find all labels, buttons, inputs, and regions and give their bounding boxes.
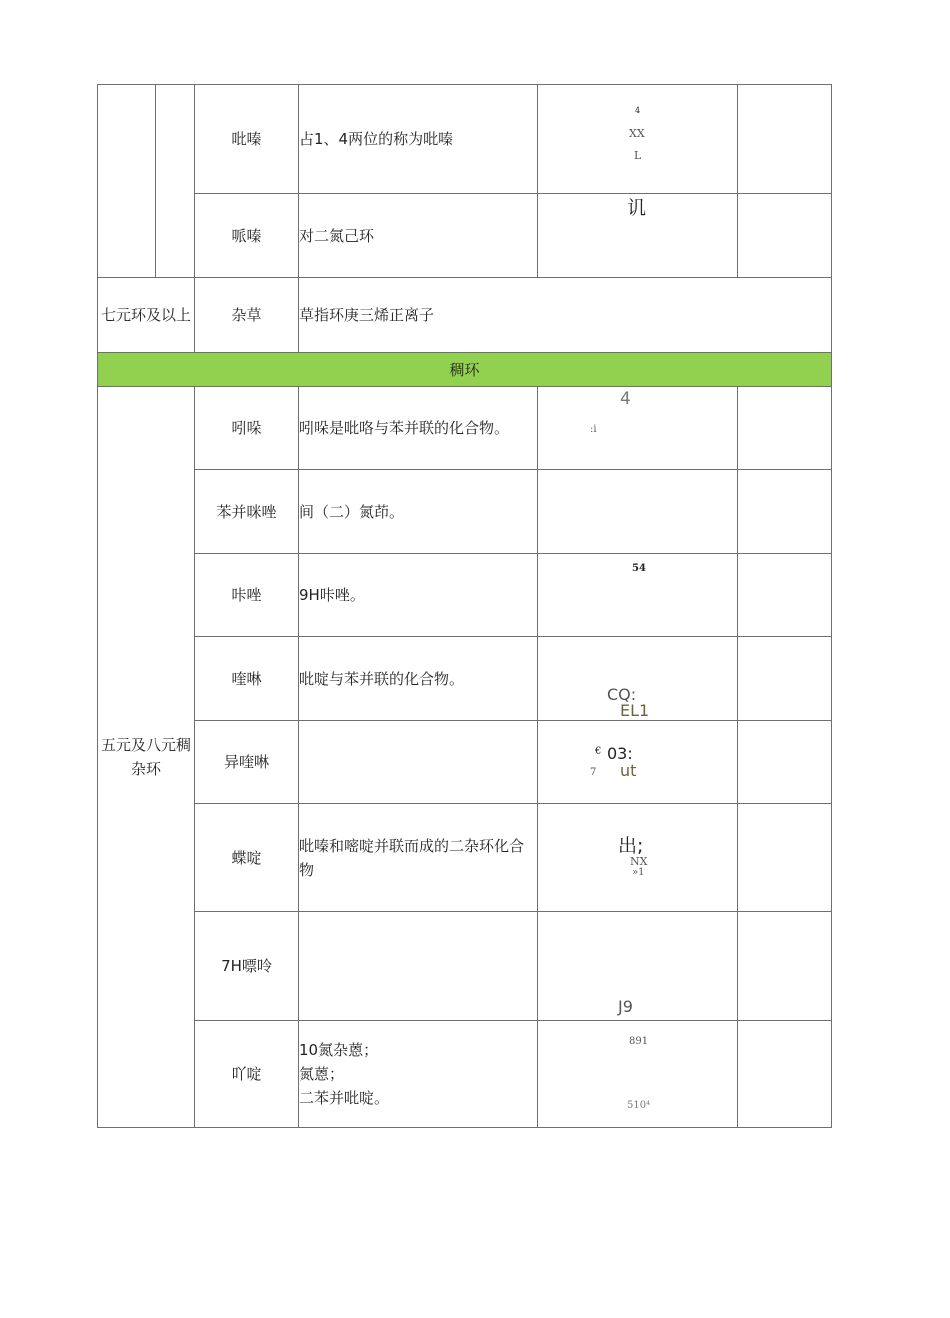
heterocycle-table bbox=[97, 84, 832, 1128]
table-row bbox=[98, 554, 832, 637]
structure-label: 510⁴ bbox=[627, 1100, 651, 1111]
cat-cell-empty bbox=[156, 85, 195, 278]
structure-label: XX bbox=[629, 127, 645, 140]
section-band bbox=[98, 353, 832, 387]
structure-label: 891 bbox=[629, 1036, 649, 1047]
structure-figure bbox=[538, 912, 738, 1021]
description-line: 10氮杂蒽； bbox=[299, 1041, 379, 1059]
compound-name: 杂草 bbox=[195, 278, 299, 353]
blank-cell bbox=[738, 912, 832, 1021]
structure-label: ut bbox=[620, 761, 637, 780]
structure-label: 03: bbox=[607, 744, 633, 763]
compound-name: 吲哚 bbox=[195, 387, 299, 470]
table-row bbox=[98, 85, 832, 194]
structure-figure bbox=[538, 194, 738, 278]
blank-cell bbox=[738, 387, 832, 470]
structure-label: NX bbox=[630, 855, 648, 868]
structure-figure bbox=[538, 804, 738, 912]
structure-figure bbox=[538, 554, 738, 637]
structure-label: J9 bbox=[618, 997, 633, 1016]
structure-label: L bbox=[634, 149, 642, 162]
description-line: 二苯并吡啶。 bbox=[299, 1089, 390, 1107]
compound-name: 吖啶 bbox=[195, 1021, 299, 1128]
structure-label: 讥 bbox=[627, 197, 647, 219]
blank-cell bbox=[738, 470, 832, 554]
compound-description: 对二氮己环 bbox=[299, 194, 538, 278]
blank-cell bbox=[738, 1021, 832, 1128]
compound-name: 异喹啉 bbox=[195, 721, 299, 804]
compound-description: 草指环庚三烯正离子 bbox=[299, 278, 832, 353]
compound-name: 喹啉 bbox=[195, 637, 299, 721]
structure-figure bbox=[538, 637, 738, 721]
structure-label: 54 bbox=[632, 563, 646, 574]
structure-label: 4 bbox=[620, 389, 631, 409]
structure-figure bbox=[538, 721, 738, 804]
compound-name: 苯并咪唑 bbox=[195, 470, 299, 554]
compound-description: 9H咔唑。 bbox=[299, 554, 538, 637]
structure-label: 7 bbox=[590, 767, 597, 778]
structure-label: :i bbox=[590, 424, 597, 435]
compound-description bbox=[299, 1021, 538, 1128]
table-row bbox=[98, 804, 832, 912]
structure-label: € bbox=[595, 746, 602, 757]
structure-figure bbox=[538, 470, 738, 554]
compound-description bbox=[299, 721, 538, 804]
compound-description bbox=[299, 912, 538, 1021]
structure-label: »1 bbox=[632, 867, 645, 878]
structure-label: CQ: bbox=[607, 685, 637, 704]
category-label: 五元及八元稠杂环 bbox=[98, 387, 195, 1128]
compound-description: 吲哚是吡咯与苯并联的化合物。 bbox=[299, 387, 538, 470]
section-title: 稠环 bbox=[98, 353, 832, 387]
blank-cell bbox=[738, 85, 832, 194]
compound-name: 哌嗪 bbox=[195, 194, 299, 278]
category-label: 七元环及以上 bbox=[98, 278, 195, 353]
blank-cell bbox=[738, 554, 832, 637]
blank-cell bbox=[738, 637, 832, 721]
table-row bbox=[98, 1021, 832, 1128]
compound-name: 蝶啶 bbox=[195, 804, 299, 912]
compound-name: 咔唑 bbox=[195, 554, 299, 637]
structure-figure bbox=[538, 1021, 738, 1128]
cat-cell-empty bbox=[98, 85, 156, 278]
description-line: 氮蒽； bbox=[299, 1065, 345, 1083]
compound-name: 7H嘌呤 bbox=[195, 912, 299, 1021]
structure-label: EL1 bbox=[620, 701, 650, 720]
table-row bbox=[98, 194, 832, 278]
table-row bbox=[98, 470, 832, 554]
compound-description: 吡啶与苯并联的化合物。 bbox=[299, 637, 538, 721]
table-row bbox=[98, 721, 832, 804]
structure-figure bbox=[538, 387, 738, 470]
blank-cell bbox=[738, 194, 832, 278]
table-row bbox=[98, 912, 832, 1021]
structure-label: 4 bbox=[635, 106, 641, 115]
compound-description: 占1、4两位的称为吡嗪 bbox=[299, 85, 538, 194]
blank-cell bbox=[738, 804, 832, 912]
blank-cell bbox=[738, 721, 832, 804]
compound-description: 吡嗪和嘧啶并联而成的二杂环化合物 bbox=[299, 804, 538, 912]
structure-label: 出; bbox=[618, 835, 644, 857]
table-row bbox=[98, 387, 832, 470]
compound-description: 间（二）氮茚。 bbox=[299, 470, 538, 554]
compound-name: 吡嗪 bbox=[195, 85, 299, 194]
structure-figure bbox=[538, 85, 738, 194]
table-row bbox=[98, 637, 832, 721]
table-row bbox=[98, 278, 832, 353]
